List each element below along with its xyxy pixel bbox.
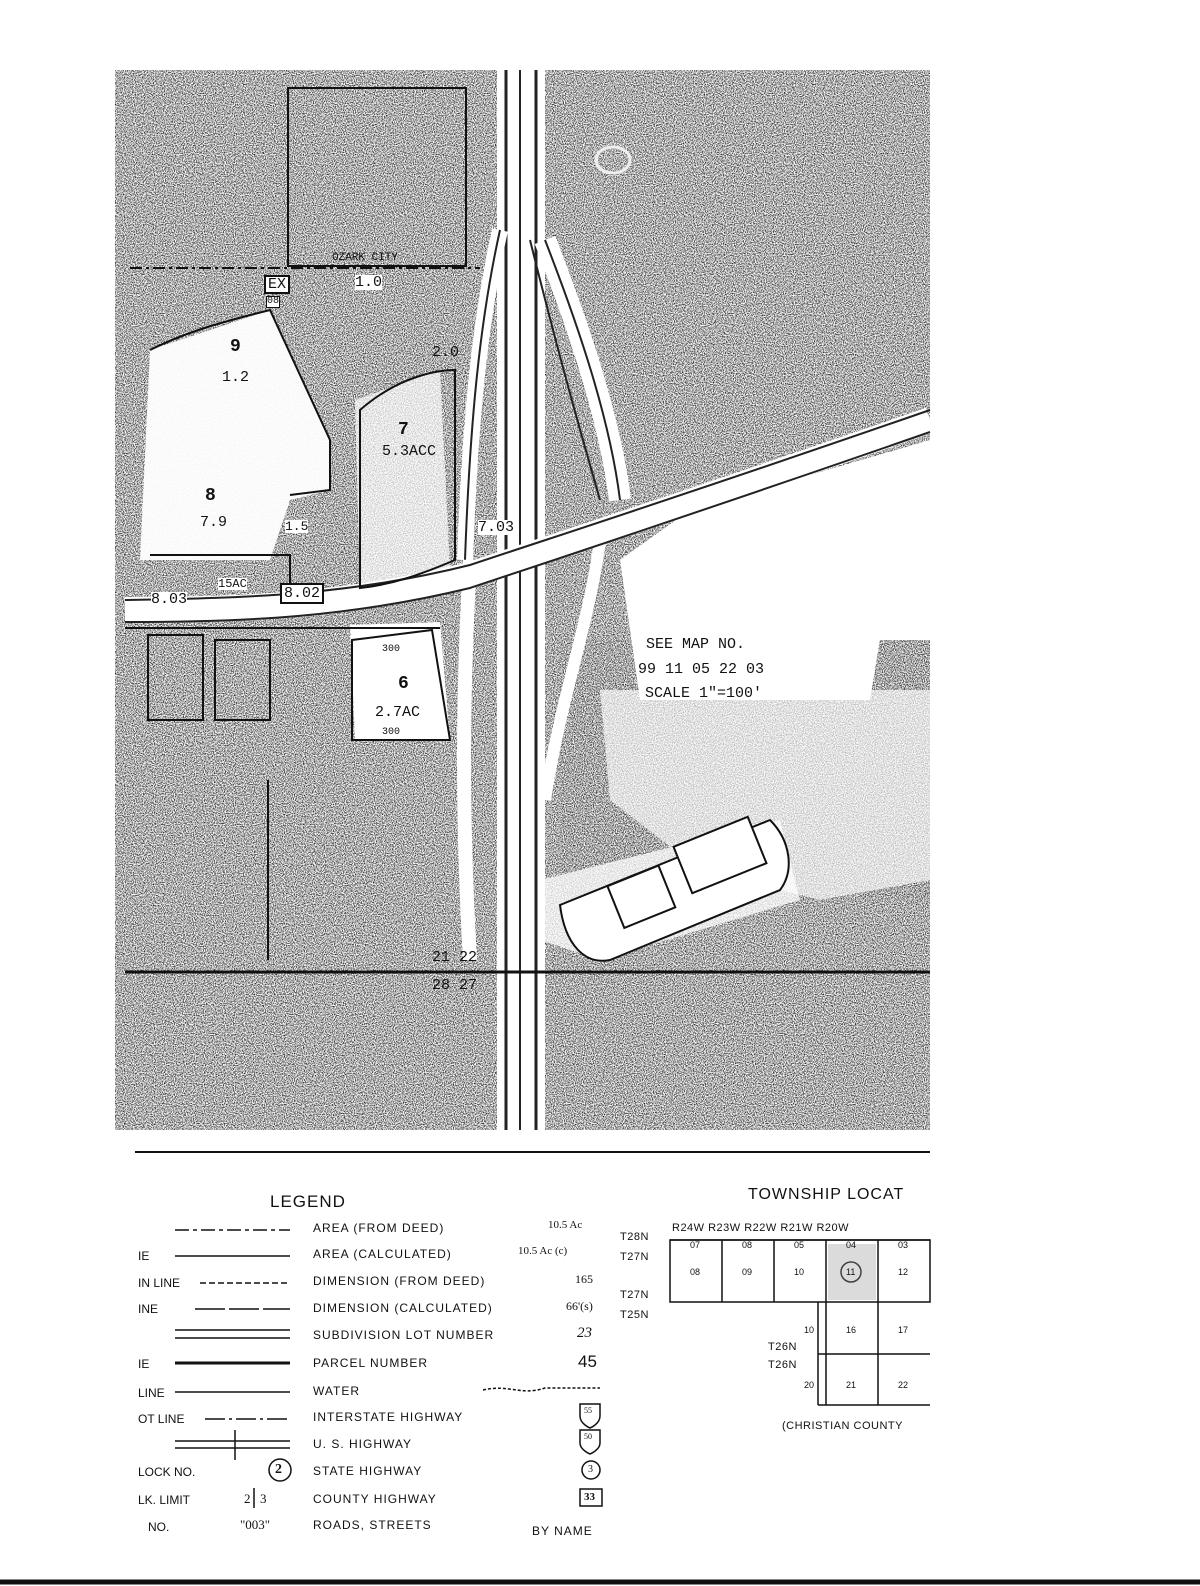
legend-row-value-3: 165 (575, 1272, 593, 1286)
top-row-4: 04 (846, 1240, 857, 1250)
range-header: R24W R23W R22W R21W R20W (672, 1222, 850, 1234)
blk-limit-value-2: 3 (260, 1491, 267, 1506)
legend-row-label-6: PARCEL NUMBER (313, 1356, 429, 1370)
block-no-symbol: 2 (275, 1462, 282, 1477)
top-row-1: 07 (690, 1240, 701, 1250)
parcel-8-area: 7.9 (200, 514, 228, 531)
row-b-3: 17 (898, 1325, 909, 1335)
row-a-2: 09 (742, 1267, 753, 1277)
legend-left-8: LK. LIMIT (138, 1493, 191, 1507)
legend-row-value-9: 50 (584, 1432, 592, 1441)
legend-row-label-1: AREA (FROM DEED) (313, 1221, 445, 1235)
row-c-3: 22 (898, 1380, 909, 1390)
row-b-2: 16 (846, 1325, 857, 1335)
legend-left-4: IE (138, 1357, 150, 1371)
row-a-4: 11 (846, 1267, 856, 1277)
row-a-3: 10 (794, 1267, 805, 1277)
legend-left-6: OT LINE (138, 1412, 185, 1426)
legend-row-value-11: 33 (584, 1491, 595, 1503)
lot-no-example: "003" (240, 1517, 271, 1532)
see-map-scale: SCALE 1"=100' (645, 685, 763, 702)
legend-row-value-10: 3 (588, 1464, 593, 1475)
row-c-2: 21 (846, 1380, 857, 1390)
legend-left-1: IE (138, 1249, 150, 1263)
twp-label-4: T26N (768, 1341, 797, 1353)
dimension-300-bottom: 300 (382, 727, 401, 738)
township-grid (670, 1240, 930, 1405)
legend-row-value-5: 23 (577, 1325, 592, 1341)
twp-label-2: T27N (620, 1251, 649, 1263)
legend-row-value-6: 45 (578, 1352, 597, 1371)
parcel-9-label: 9 (230, 337, 241, 357)
parcel-8-02-label: 8.02 (280, 583, 324, 604)
parcel-8-label: 8 (205, 486, 216, 506)
row-a-1: 08 (690, 1267, 701, 1277)
parcel-1-0-label: 1.0 (355, 274, 383, 291)
section-28-27-label: 28 27 (432, 977, 478, 994)
legend-row-label-9: U. S. HIGHWAY (313, 1437, 413, 1451)
parcel-6-label: 6 (398, 674, 409, 694)
legend-row-value-12: BY NAME (532, 1524, 593, 1538)
top-row-2: 08 (742, 1240, 753, 1250)
legend-left-9: NO. (148, 1520, 170, 1534)
parcel-9-area: 1.2 (222, 369, 250, 386)
legend-row-value-2: 10.5 Ac (c) (518, 1245, 568, 1257)
row-a-5: 12 (898, 1267, 909, 1277)
dimension-300-top: 300 (382, 644, 401, 655)
see-map-line-1: SEE MAP NO. (646, 636, 746, 653)
legend-row-value-8: 55 (584, 1406, 592, 1415)
parcel-1-5-label: 1.5 (285, 519, 309, 534)
legend-frame (0, 1152, 1200, 1582)
legend-row-label-10: STATE HIGHWAY (313, 1464, 423, 1478)
legend-row-label-12: ROADS, STREETS (313, 1518, 432, 1532)
county-label: (CHRISTIAN COUNTY (782, 1420, 903, 1432)
parcel-7-label: 7 (398, 420, 409, 440)
township-title: TOWNSHIP LOCAT (748, 1186, 905, 1203)
legend-row-value-4: 66'(s) (566, 1299, 593, 1313)
legend-left-3: INE (138, 1302, 159, 1316)
top-row-3: 05 (794, 1240, 805, 1250)
parcel-8-03-label: 8.03 (151, 591, 188, 608)
twp-label-1: T28N (620, 1231, 649, 1243)
parcel-6-area: 2.7AC (375, 704, 421, 721)
legend-row-label-5: SUBDIVISION LOT NUMBER (313, 1328, 495, 1342)
row-c-1: 20 (804, 1380, 815, 1390)
parcel-7-03-label: 7.03 (478, 519, 515, 536)
row-b-1: 10 (804, 1325, 815, 1335)
legend-row-label-4: DIMENSION (CALCULATED) (313, 1301, 493, 1315)
legend-row-label-11: COUNTY HIGHWAY (313, 1492, 437, 1506)
legend-row-label-8: INTERSTATE HIGHWAY (313, 1410, 464, 1424)
parcel-2-0-label: 2.0 (432, 344, 460, 361)
legend-title: LEGEND (270, 1192, 346, 1211)
ex-parcel-number: 08 (267, 296, 280, 307)
legend-left-7: LOCK NO. (138, 1465, 196, 1479)
parcel-15ac-label: 15AC (218, 577, 247, 591)
twp-label-5: T26N (768, 1359, 797, 1371)
twp-label-6: T25N (620, 1309, 649, 1321)
ozark-city-label: OZARK CITY (332, 252, 399, 264)
legend-row-label-2: AREA (CALCULATED) (313, 1247, 452, 1261)
legend-row-label-3: DIMENSION (FROM DEED) (313, 1274, 486, 1288)
legend-left-5: LINE (138, 1386, 165, 1400)
parcel-7-area: 5.3ACC (382, 443, 437, 460)
legend-left-2: IN LINE (138, 1276, 181, 1290)
top-row-5: 03 (898, 1240, 909, 1250)
blk-limit-value-1: 2 (244, 1491, 251, 1506)
section-21-22-label: 21 22 (432, 949, 478, 966)
legend-row-value-1: 10.5 Ac (548, 1219, 583, 1231)
ex-parcel-label: EX (264, 275, 290, 294)
legend-row-label-7: WATER (313, 1384, 360, 1398)
twp-label-3: T27N (620, 1289, 649, 1301)
see-map-line-2: 99 11 05 22 03 (638, 661, 765, 678)
